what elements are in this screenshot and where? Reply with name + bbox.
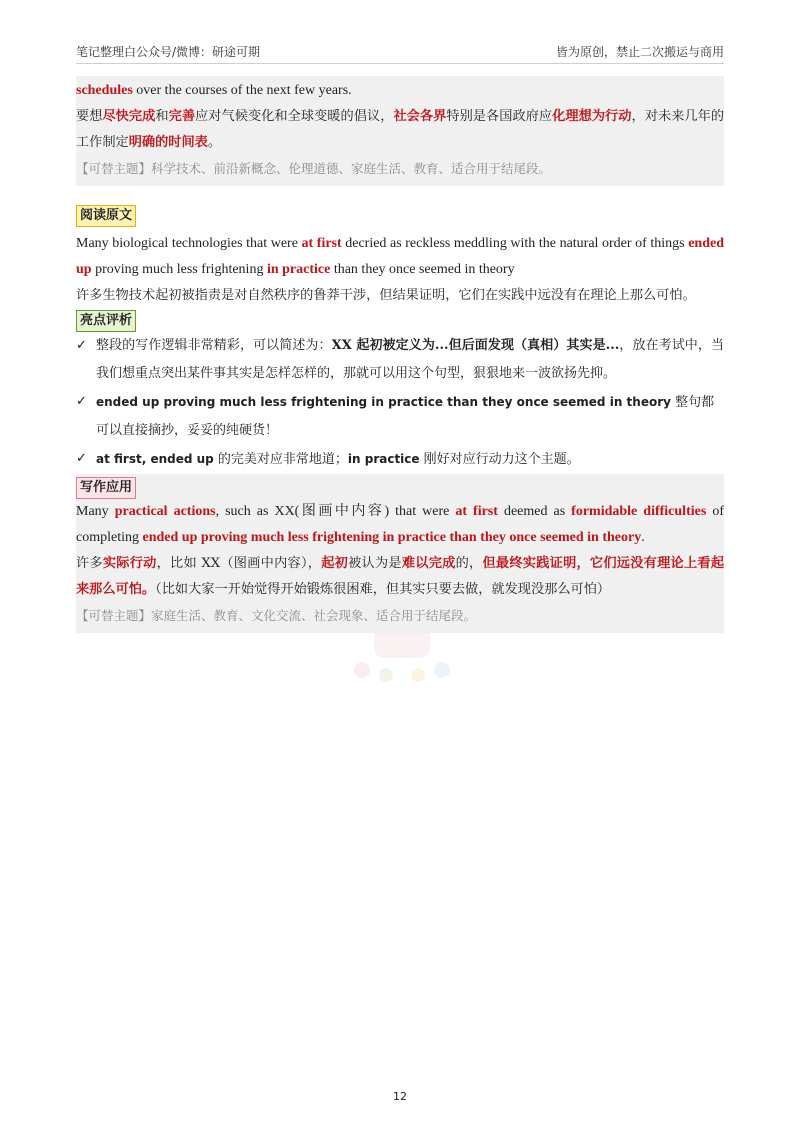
example-chinese (76, 104, 724, 156)
example-block (76, 76, 724, 186)
text-segment: 明确的时间表 (128, 135, 208, 150)
text-segment: 许多 (76, 556, 103, 571)
theme-note: 【可替主题】科学技术、前沿新概念、伦理道德、家庭生活、教育、适合用于结尾段。 (76, 161, 552, 176)
header-divider (76, 63, 724, 64)
analysis-point-2 (76, 388, 724, 445)
analysis-point-3 (76, 445, 724, 474)
text-segment: than they once seemed in theory (330, 262, 515, 277)
text-segment: proving much less frightening (91, 262, 267, 277)
writing-english (76, 499, 724, 551)
analysis-tag: 亮点评析 (76, 310, 136, 332)
text-segment: 化理想为行动 (552, 109, 632, 124)
text-segment: formidable difficulties (571, 504, 707, 519)
text-segment: . (641, 530, 645, 545)
text-segment: XX 起初被定义为...但后面发现（真相）其实是... (331, 338, 620, 353)
text-segment: deemed as (497, 504, 572, 519)
example-english-rest: over the courses of the next few years. (132, 83, 352, 98)
text-segment: in practice (347, 452, 420, 466)
text-segment: 特别是各国政府应 (446, 109, 553, 124)
header-right-text: 皆为原创，禁止二次搬运与商用 (555, 44, 724, 59)
text-segment: 起初 (321, 556, 349, 571)
check-icon: ✓ (76, 451, 87, 466)
text-segment: practical actions (114, 504, 216, 519)
reading-chinese: 许多生物技术起初被指责是对自然秩序的鲁莽干涉，但结果证明，它们在实践中远没有在理论上那么可怕。 (76, 288, 696, 303)
analysis-section (76, 309, 724, 474)
reading-tag: 阅读原文 (76, 205, 136, 227)
text-segment: 刚好对应行动力这个主题。 (419, 452, 580, 467)
analysis-point-1 (76, 332, 724, 388)
page-content (76, 76, 724, 633)
text-segment: 和 (155, 109, 169, 124)
text-segment: at first (301, 236, 342, 251)
text-segment: ，对未来几年的工作制定 (76, 109, 725, 150)
text-segment: ，比如 XX（图画中内容）， (156, 556, 322, 571)
text-segment: 实际行动 (102, 556, 157, 571)
text-segment: ended up proving much less frightening in practice than they once seemed in theory (142, 530, 642, 545)
text-segment: ended up (76, 236, 724, 277)
page-number: 12 (393, 1090, 407, 1103)
text-segment: 的完美对应非常地道； (213, 452, 348, 467)
text-segment: Many (76, 504, 115, 519)
text-segment: 应对气候变化和全球变暖的倡议， (195, 109, 394, 124)
text-segment: （比如大家一开始觉得开始锻炼很困难，但其实只要去做，就发现没那么可怕） (155, 582, 611, 597)
check-icon: ✓ (76, 394, 87, 409)
highlight-word: schedules (76, 83, 133, 98)
text-segment: 完善 (168, 109, 196, 124)
text-segment: of completing (76, 504, 724, 545)
text-segment: at first (455, 504, 498, 519)
check-icon: ✓ (76, 338, 87, 353)
text-segment: 社会各界 (393, 109, 447, 124)
reading-english (76, 231, 724, 283)
writing-section (76, 474, 724, 633)
text-segment: 但最终实践证明，它们远没有理论上看起来那么可怕。 (76, 556, 725, 597)
text-segment: decried as reckless meddling with the natural order of things (341, 236, 689, 251)
text-segment: 难以完成 (401, 556, 456, 571)
header-left-text: 笔记整理白公众号/微博：研途可期 (76, 44, 261, 59)
text-segment: 整段的写作逻辑非常精彩，可以简述为： (96, 338, 332, 353)
text-segment: ，放在考试中，当我们想重点突出某件事其实是怎样怎样的，那就可以用这个句型，狠狠地来一波欲扬先抑。 (96, 338, 724, 381)
writing-theme-note: 【可替主题】家庭生活、教育、文化交流、社会现象、适合用于结尾段。 (76, 608, 477, 623)
text-segment: 要想 (76, 109, 103, 124)
writing-tag: 写作应用 (76, 477, 136, 499)
page-header (76, 40, 724, 62)
text-segment: Many biological technologies that were (76, 236, 302, 251)
text-segment: 。 (207, 135, 222, 150)
text-segment: 的， (455, 556, 483, 571)
example-english (76, 78, 724, 104)
text-segment: , such as XX(图画中内容) that were (215, 504, 456, 519)
writing-chinese (76, 551, 724, 603)
text-segment: 被认为是 (348, 556, 402, 571)
text-segment: at first, ended up (96, 452, 214, 466)
text-segment: in practice (266, 262, 331, 277)
text-segment: ended up proving much less frightening in practice than they once seemed in theory (96, 395, 671, 409)
text-segment: 整句都可以直接摘抄，妥妥的纯硬货！ (96, 395, 715, 438)
reading-section (76, 204, 724, 309)
text-segment: 尽快完成 (102, 109, 156, 124)
